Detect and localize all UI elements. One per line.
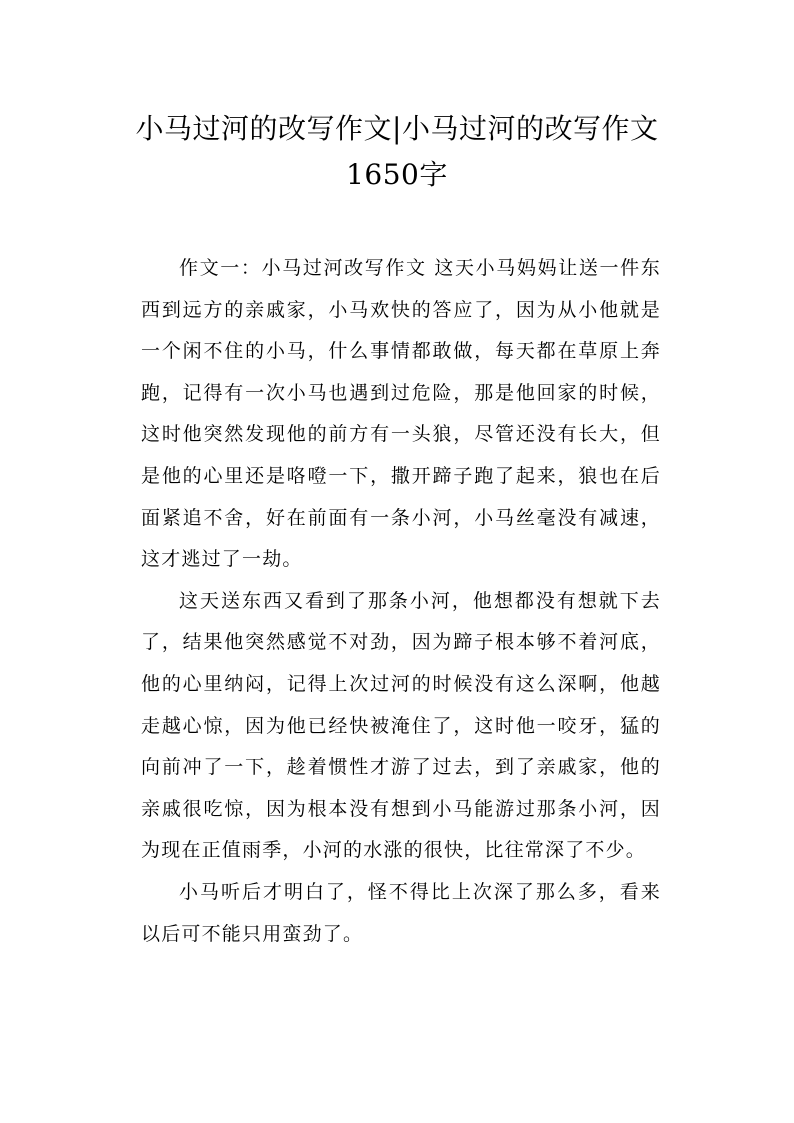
paragraph: 小马听后才明白了，怪不得比上次深了那么多，看来以后可不能只用蛮劲了。: [141, 880, 661, 945]
document-title: 小马过河的改写作文|小马过河的改写作文1650字: [135, 112, 659, 191]
paragraph: 作文一：小马过河改写作文 这天小马妈妈让送一件东西到远方的亲戚家，小马欢快的答应了，因为从小他就是一个闲不住的小马，什么事情都敢做，每天都在草原上奔跑，记得有一次小马也遇到过危险，那是他回家的时候，这时他突然发现他的前方有一头狼，尽管还没有长大，但是他的心里还是咯噔一下，撒开蹄子跑了起来，狼也在后面紧追不舍，好在前面有一条小河，小马丝毫没有减速，这才逃过了一劫。: [141, 257, 661, 571]
paragraph: 这天送东西又看到了那条小河，他想都没有想就下去了，结果他突然感觉不对劲，因为蹄子根本够不着河底，他的心里纳闷，记得上次过河的时候没有这么深啊，他越走越心惊，因为他已经快被淹住了，这时他一咬牙，猛的向前冲了一下，趁着惯性才游了过去，到了亲戚家，他的亲戚很吃惊，因为根本没有想到小马能游过那条小河，因为现在正值雨季，小河的水涨的很快，比往常深了不少。: [141, 589, 661, 862]
document-body: [141, 248, 661, 955]
